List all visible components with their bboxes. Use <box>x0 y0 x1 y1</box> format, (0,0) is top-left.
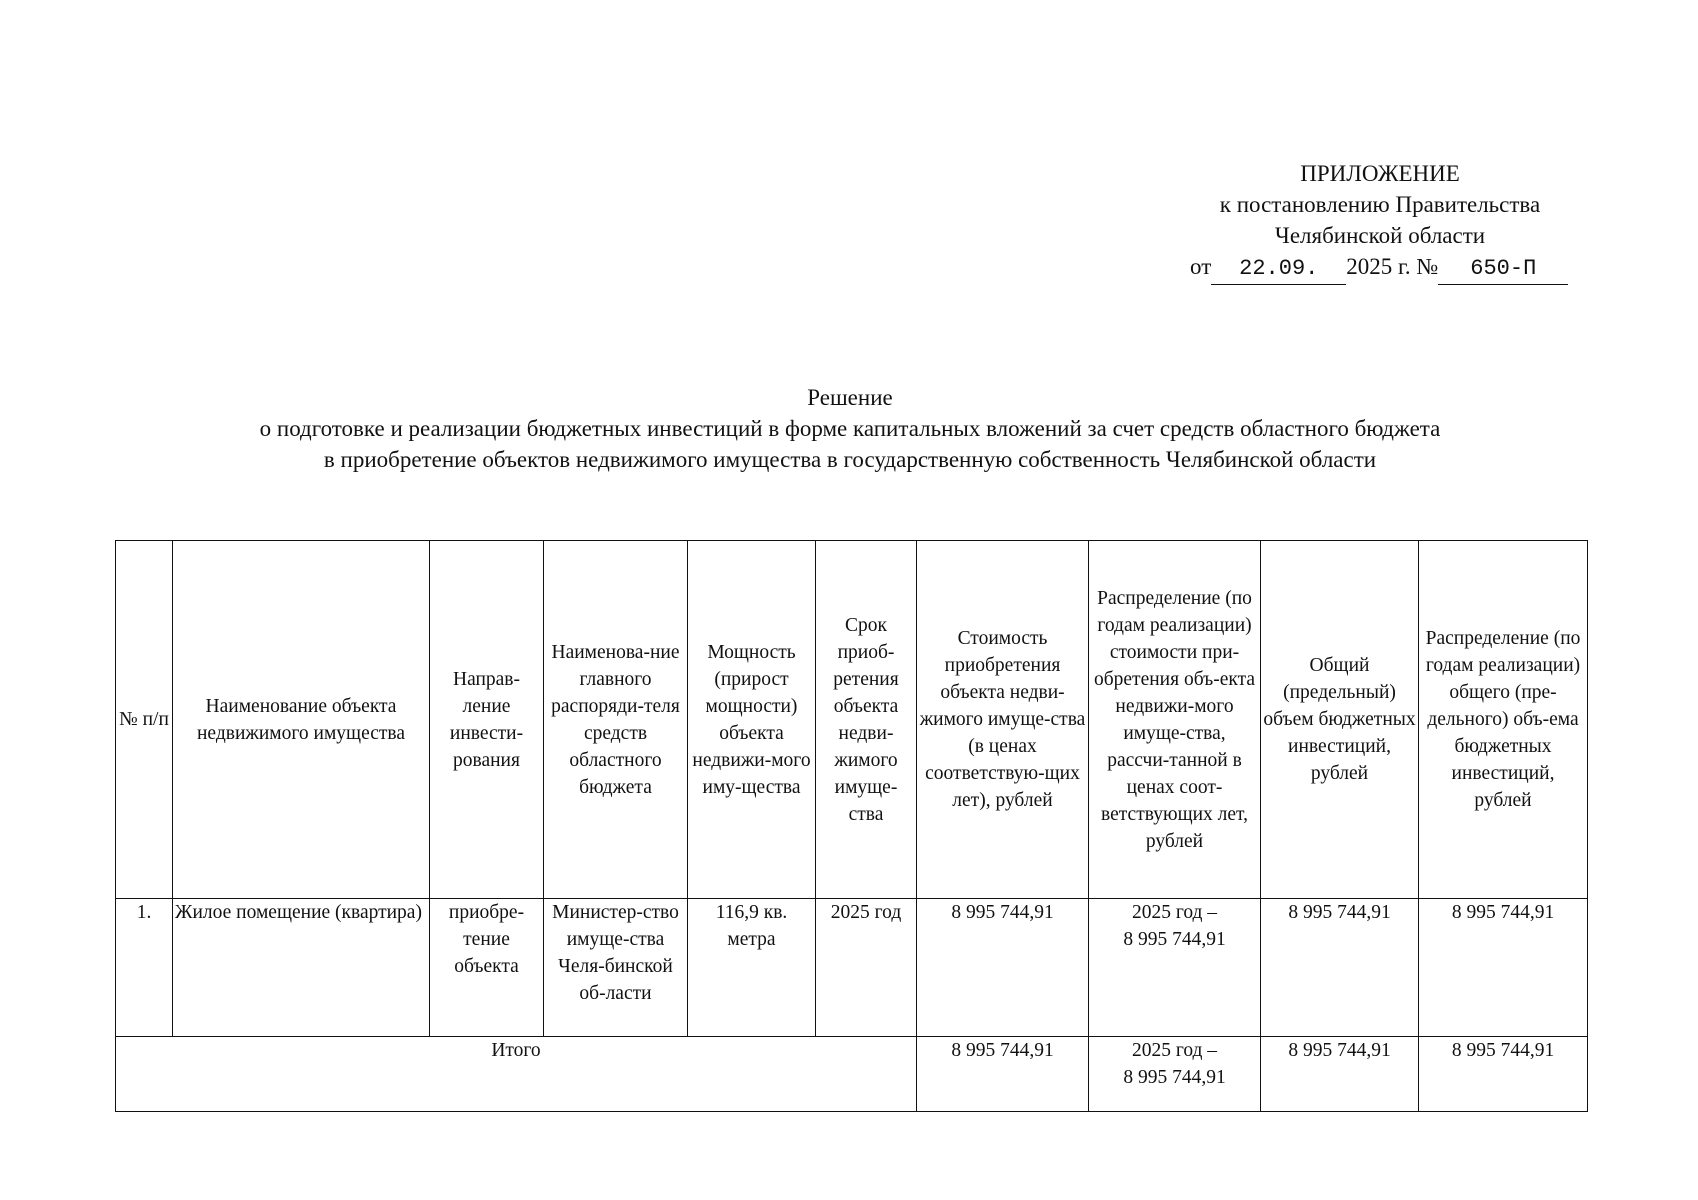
appendix-region-line: Челябинской области <box>1274 223 1486 248</box>
header-cost: Стоимость приобретения объекта недви-жимого имуще-ства (в ценах соответствую-щих лет), рублей <box>917 541 1089 899</box>
cell-investment-distribution: 8 995 744,91 <box>1419 899 1588 1037</box>
table-row <box>116 899 1588 1037</box>
title-line-1: Решение <box>807 385 893 410</box>
cell-term: 2025 год <box>816 899 917 1037</box>
resolution-number: 650-П <box>1438 253 1568 285</box>
total-cost-distribution <box>1089 1037 1261 1112</box>
table-total-row <box>116 1037 1588 1112</box>
date-prefix: от <box>1190 254 1212 279</box>
total-distribution-year: 2025 год – <box>1131 1040 1218 1061</box>
header-object-name: Наименование объекта недвижимого имущества <box>173 541 430 899</box>
header-capacity: Мощность (прирост мощности) объекта недвижи-мого иму-щества <box>688 541 816 899</box>
cell-object-name: Жилое помещение (квартира) <box>173 899 430 1037</box>
appendix-heading: ПРИЛОЖЕНИЕ <box>1300 161 1460 186</box>
appendix-date-line <box>1150 251 1610 285</box>
header-budget-manager: Наименова-ние главного распоряди-теля средств областного бюджета <box>544 541 688 899</box>
cell-cost-distribution <box>1089 899 1261 1037</box>
cell-total-investment: 8 995 744,91 <box>1261 899 1419 1037</box>
header-num: № п/п <box>116 541 173 899</box>
table-header-row <box>116 541 1588 899</box>
cell-capacity: 116,9 кв. метра <box>688 899 816 1037</box>
total-investment: 8 995 744,91 <box>1261 1037 1419 1112</box>
header-cost-distribution: Распределение (по годам реализации) стоимости при-обретения объ-екта недвижи-мого имуще-ства, рассчи-танной в ценах соот-ветствующих лет, рублей <box>1089 541 1261 899</box>
cell-distribution-year: 2025 год – <box>1131 902 1218 923</box>
header-investment-distribution: Распределение (по годам реализации) общего (пре-дельного) объ-ема бюджетных инвестиций, рублей <box>1419 541 1588 899</box>
document-title <box>110 382 1590 475</box>
cell-budget-manager: Министер-ство имуще-ства Челя-бинской об-ласти <box>544 899 688 1037</box>
header-term: Срок приоб-ретения объекта недви-жимого имуще-ства <box>816 541 917 899</box>
appendix-block <box>1150 158 1610 285</box>
cell-cost: 8 995 744,91 <box>917 899 1089 1037</box>
total-label: Итого <box>116 1037 917 1112</box>
header-total-investment: Общий (предельный) объем бюджетных инвестиций, рублей <box>1261 541 1419 899</box>
header-direction: Направ-ление инвести-рования <box>430 541 544 899</box>
cell-distribution-value: 8 995 744,91 <box>1123 929 1226 950</box>
investment-table <box>115 540 1588 1112</box>
title-line-3: в приобретение объектов недвижимого имущества в государственную собственность Челябинской области <box>323 447 1377 472</box>
appendix-resolution-line: к постановлению Правительства <box>1219 192 1541 217</box>
total-cost: 8 995 744,91 <box>917 1037 1089 1112</box>
title-line-2: о подготовке и реализации бюджетных инвестиций в форме капитальных вложений за счет средств областного бюджета <box>259 416 1441 441</box>
resolution-date: 22.09. <box>1211 253 1346 285</box>
total-distribution-value: 8 995 744,91 <box>1123 1067 1226 1088</box>
cell-num: 1. <box>116 899 173 1037</box>
cell-direction: приобре-тение объекта <box>430 899 544 1037</box>
resolution-year: 2025 г. № <box>1346 254 1439 279</box>
total-investment-distribution: 8 995 744,91 <box>1419 1037 1588 1112</box>
